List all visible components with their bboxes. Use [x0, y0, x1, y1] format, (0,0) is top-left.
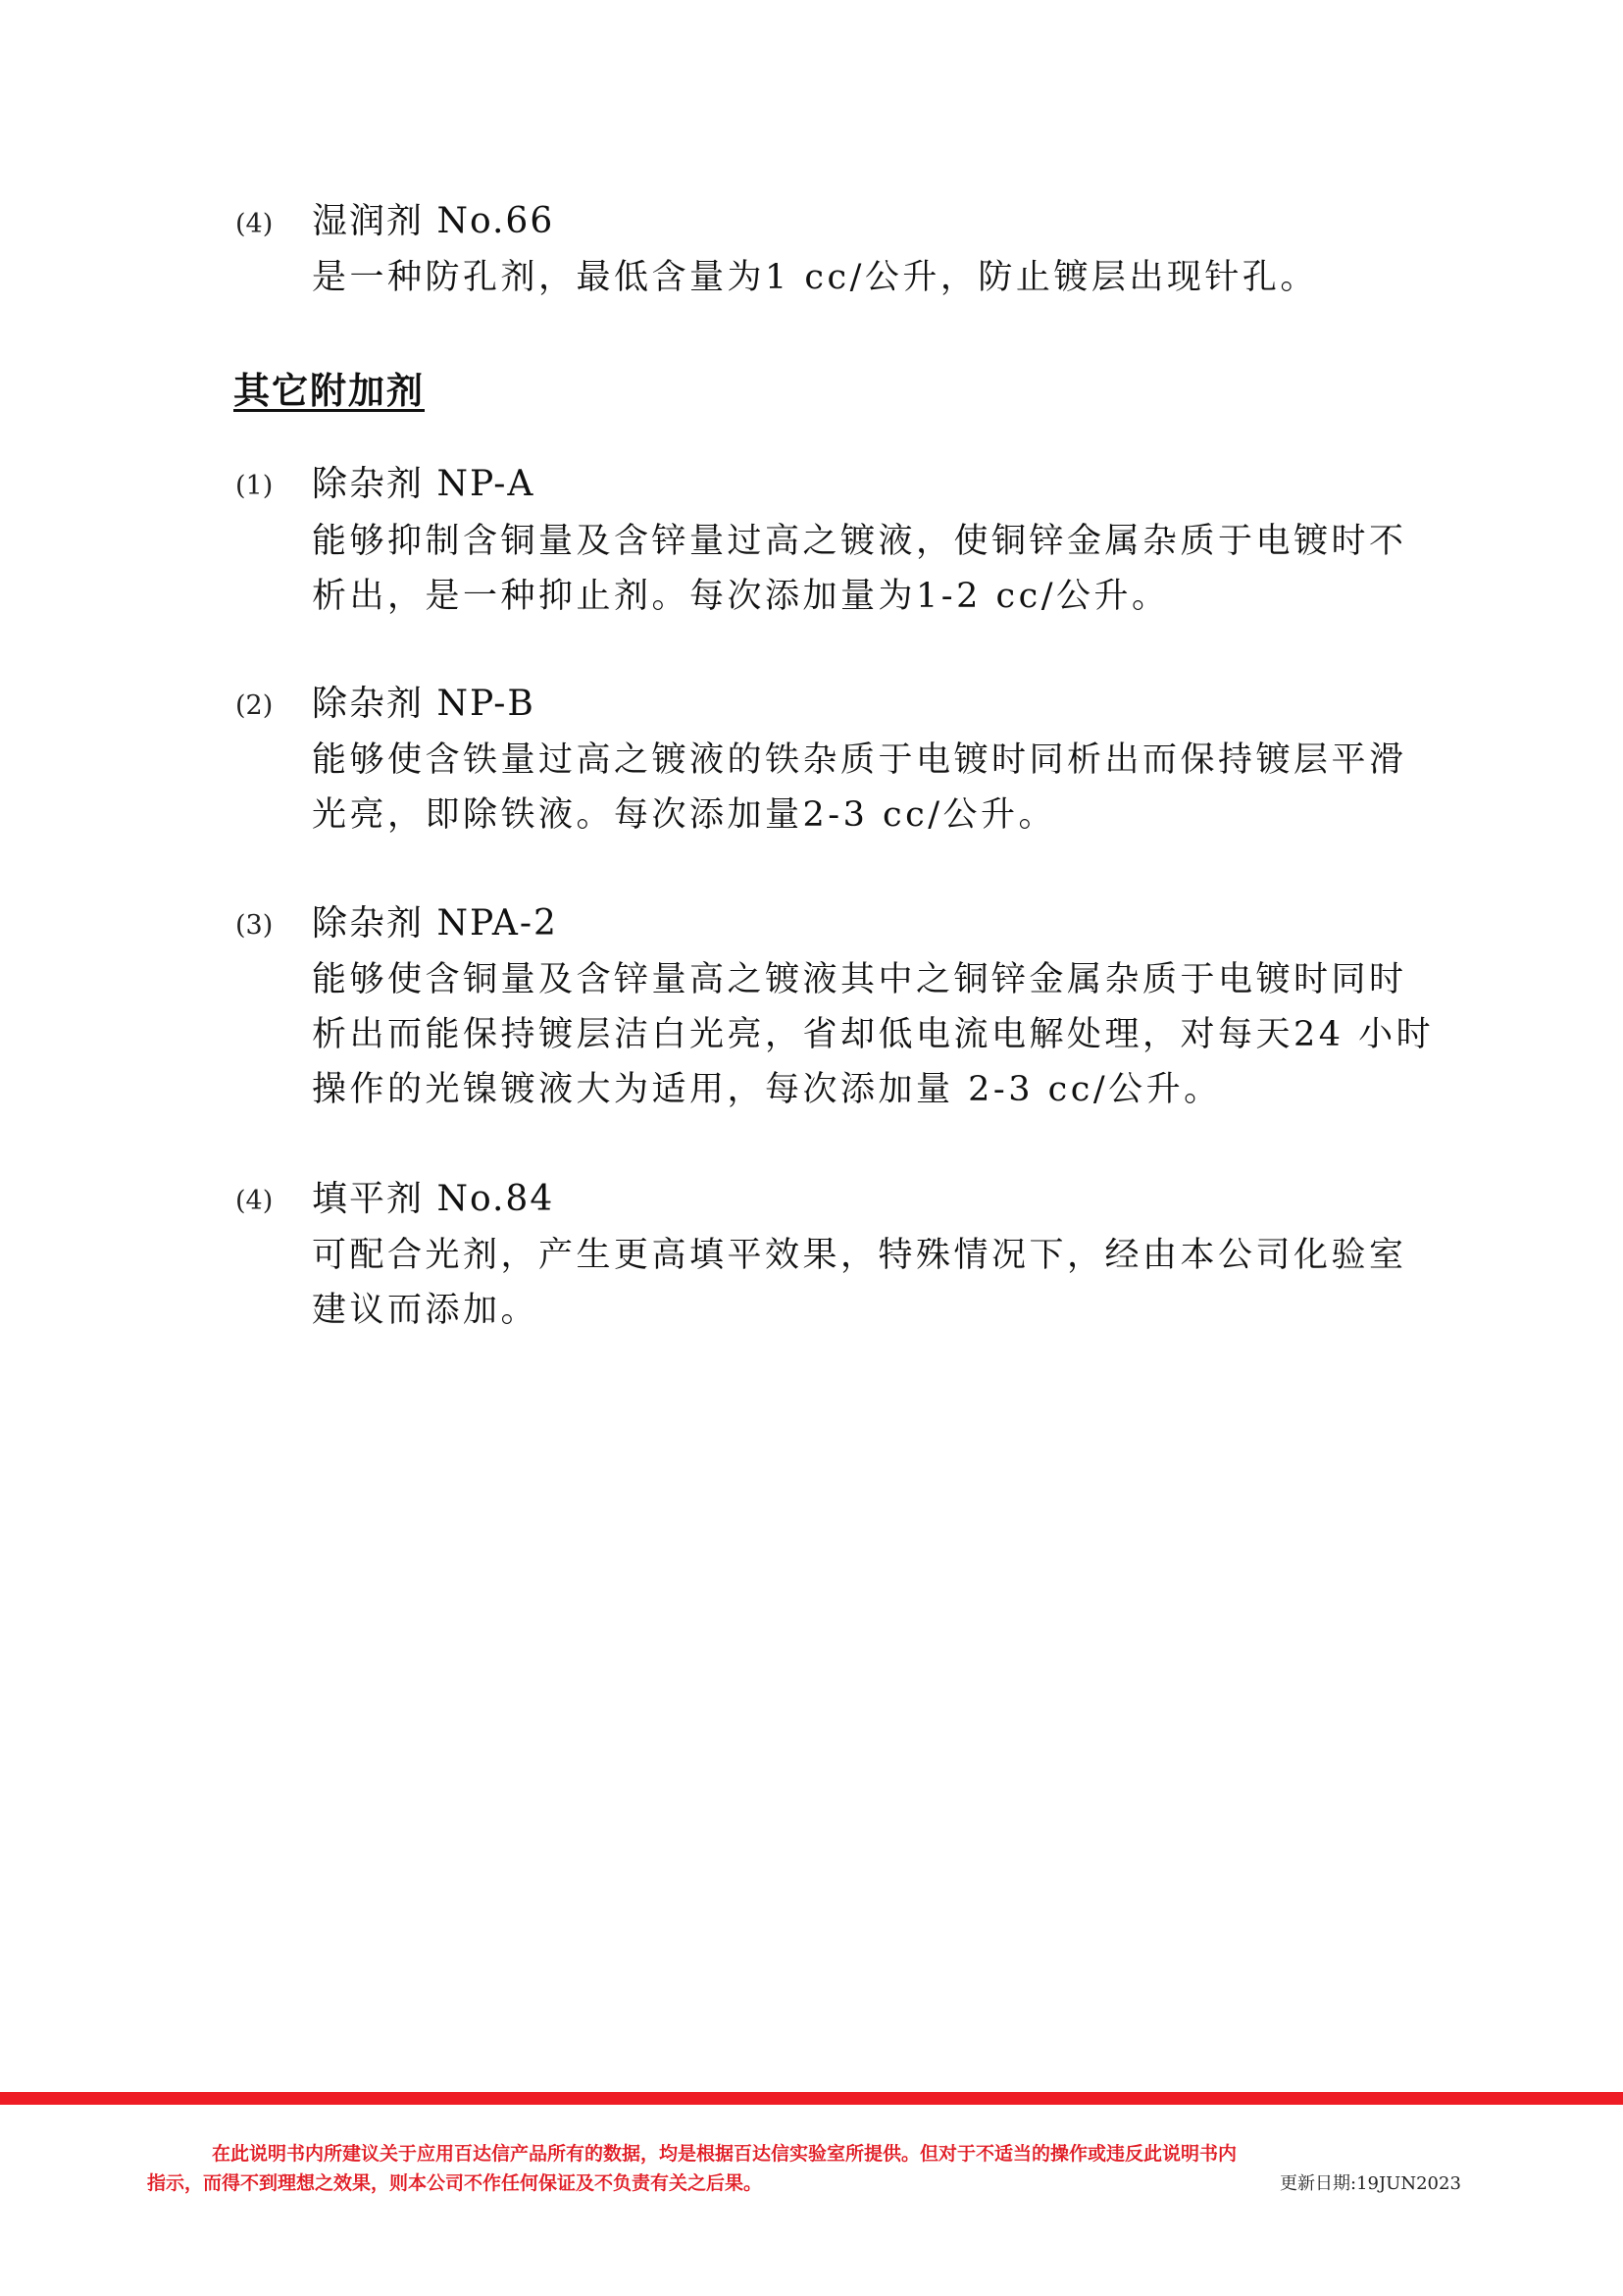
item-body	[312, 952, 1438, 1117]
footer-divider	[0, 2092, 1623, 2105]
item-body-line: 能够使含铁量过高之镀液的铁杂质于电镀时同析出而保持镀层平滑	[312, 740, 1407, 780]
item-body-line: 操作的光镍镀液大为适用，每次添加量 2-3 cc/公升。	[312, 1070, 1222, 1109]
item-number: (4)	[235, 209, 274, 239]
item-body	[312, 1228, 1438, 1338]
item-number: (3)	[235, 910, 274, 941]
item-number: (2)	[235, 690, 274, 721]
item-number: (1)	[235, 471, 274, 501]
update-date: 更新日期:19JUN2023	[1280, 2173, 1461, 2194]
footer-disclaimer	[147, 2139, 1422, 2198]
item-title: 湿润剂 No.66	[312, 201, 555, 241]
item-title: 除杂剂 NP-B	[312, 684, 535, 724]
item-title: 除杂剂 NP-A	[312, 464, 535, 504]
item-body	[312, 514, 1438, 624]
item-body-line: 建议而添加。	[312, 1291, 539, 1330]
section-heading: 其它附加剂	[233, 370, 425, 412]
item-body	[312, 733, 1438, 842]
item-title: 除杂剂 NPA-2	[312, 903, 558, 944]
item-body-line: 析出而能保持镀层洁白光亮，省却低电流电解处理，对每天24 小时	[312, 1015, 1435, 1054]
item-title: 填平剂 No.84	[312, 1179, 555, 1219]
item-number: (4)	[235, 1186, 274, 1216]
disclaimer-line: 指示，而得不到理想之效果，则本公司不作任何保证及不负责有关之后果。	[147, 2172, 763, 2194]
item-body-line: 可配合光剂，产生更高填平效果，特殊情况下，经由本公司化验室	[312, 1236, 1407, 1275]
item-body-line: 析出，是一种抑止剂。每次添加量为1-2 cc/公升。	[312, 577, 1170, 616]
item-body-line: 能够抑制含铜量及含锌量过高之镀液，使铜锌金属杂质于电镀时不	[312, 522, 1407, 561]
item-body: 是一种防孔剂，最低含量为1 cc/公升，防止镀层出现针孔。	[312, 258, 1318, 297]
item-body-line: 能够使含铜量及含锌量高之镀液其中之铜锌金属杂质于电镀时同时	[312, 960, 1407, 999]
disclaimer-line: 在此说明书内所建议关于应用百达信产品所有的数据，均是根据百达信实验室所提供。但对于不适当的操作或违反此说明书内	[212, 2143, 1238, 2165]
item-body-line: 光亮，即除铁液。每次添加量2-3 cc/公升。	[312, 795, 1056, 835]
